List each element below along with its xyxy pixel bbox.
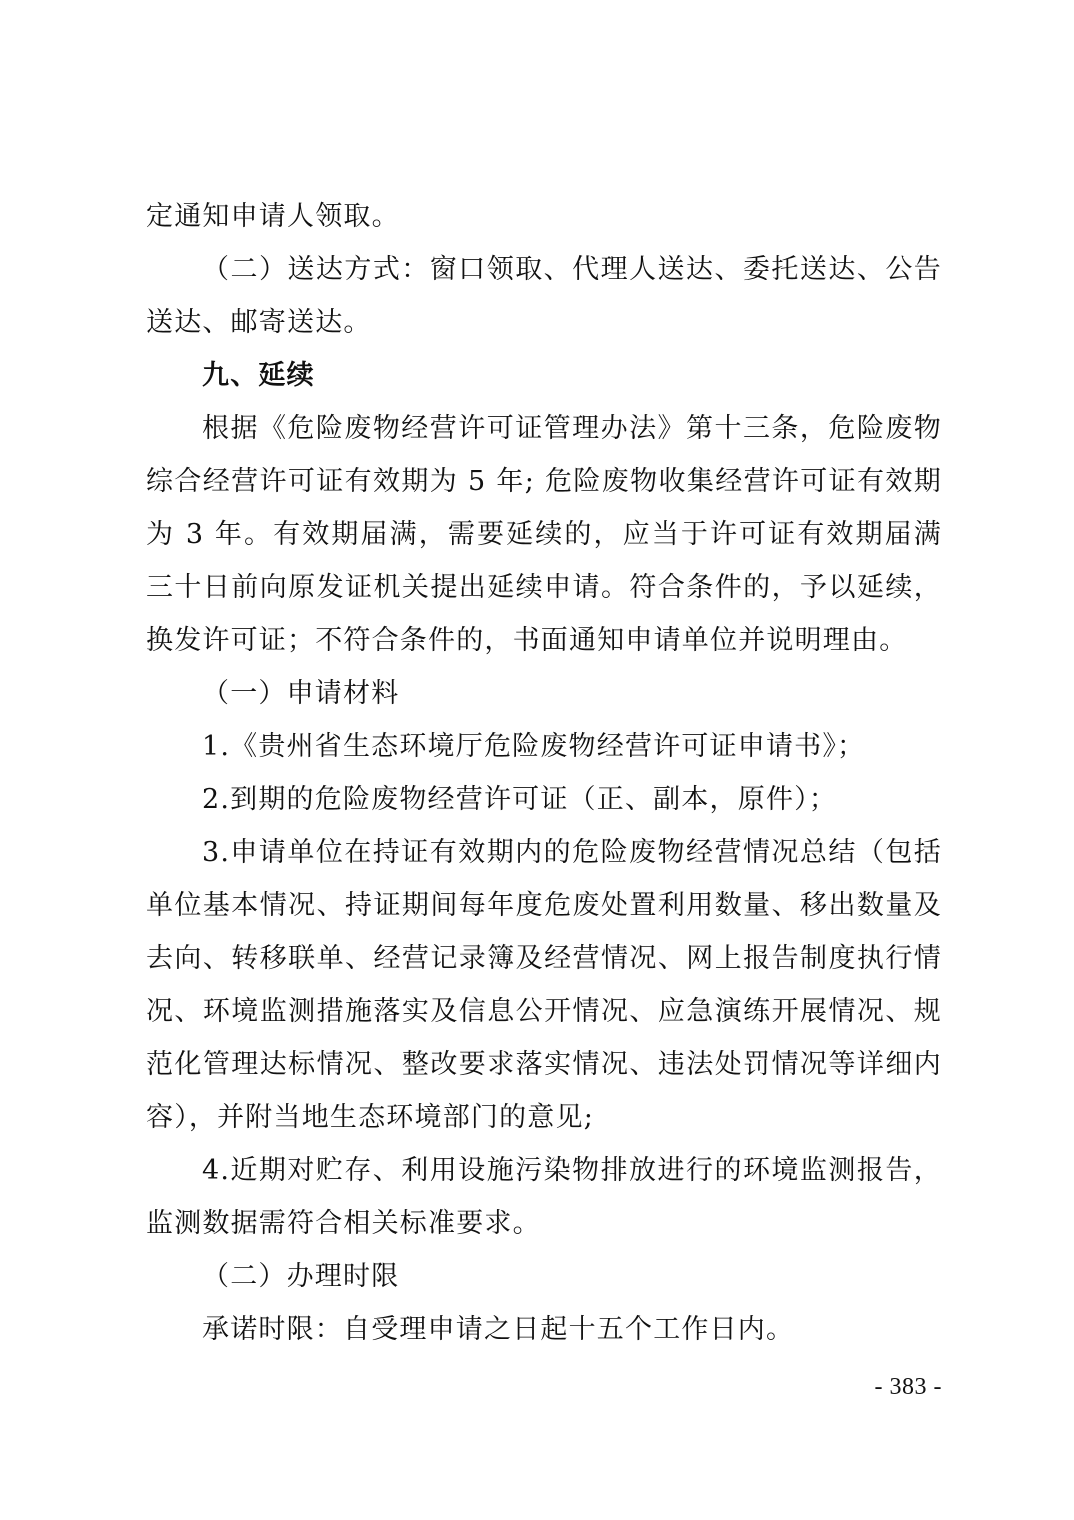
subheading-processing-time: （二）办理时限 bbox=[202, 1261, 400, 1292]
document-body bbox=[146, 190, 942, 1356]
list-item-material-3: 3.申请单位在持证有效期内的危险废物经营情况总结（包括单位基本情况、持证期间每年度危废处置利用数量、移出数量及去向、转移联单、经营记录簿及经营情况、网上报告制度执行情况、环境监测措施落实及信息公开情况、应急演练开展情况、规范化管理达标情况、整改要求落实情况、违法处罚情况等详细内容），并附当地生态环境部门的意见; bbox=[146, 837, 942, 1133]
paragraph-continuation: 定通知申请人领取。 bbox=[146, 201, 400, 232]
page-number: - 383 - bbox=[874, 1374, 942, 1400]
list-item-material-4: 4.近期对贮存、利用设施污染物排放进行的环境监测报告，监测数据需符合相关标准要求。 bbox=[146, 1155, 942, 1239]
section-heading-renewal: 九、延续 bbox=[202, 360, 315, 391]
list-item-material-2: 2.到期的危险废物经营许可证（正、副本，原件）； bbox=[202, 784, 838, 815]
paragraph-commitment-time: 承诺时限：自受理申请之日起十五个工作日内。 bbox=[202, 1314, 795, 1345]
paragraph-renewal-basis: 根据《危险废物经营许可证管理办法》第十三条，危险废物综合经营许可证有效期为 5 年; 危险废物收集经营许可证有效期为 3 年。有效期届满，需要延续的，应当于许可证有效期届满三十日前向原发证机关提出延续申请。符合条件的，予以延续，换发许可证；不符合条件的，书面通知申请单位并说明理由。 bbox=[146, 413, 942, 656]
paragraph-delivery-method: （二）送达方式：窗口领取、代理人送达、委托送达、公告送达、邮寄送达。 bbox=[146, 254, 942, 338]
list-item-material-1: 1.《贵州省生态环境厅危险废物经营许可证申请书》； bbox=[202, 731, 866, 762]
subheading-application-materials: （一）申请材料 bbox=[202, 678, 400, 709]
